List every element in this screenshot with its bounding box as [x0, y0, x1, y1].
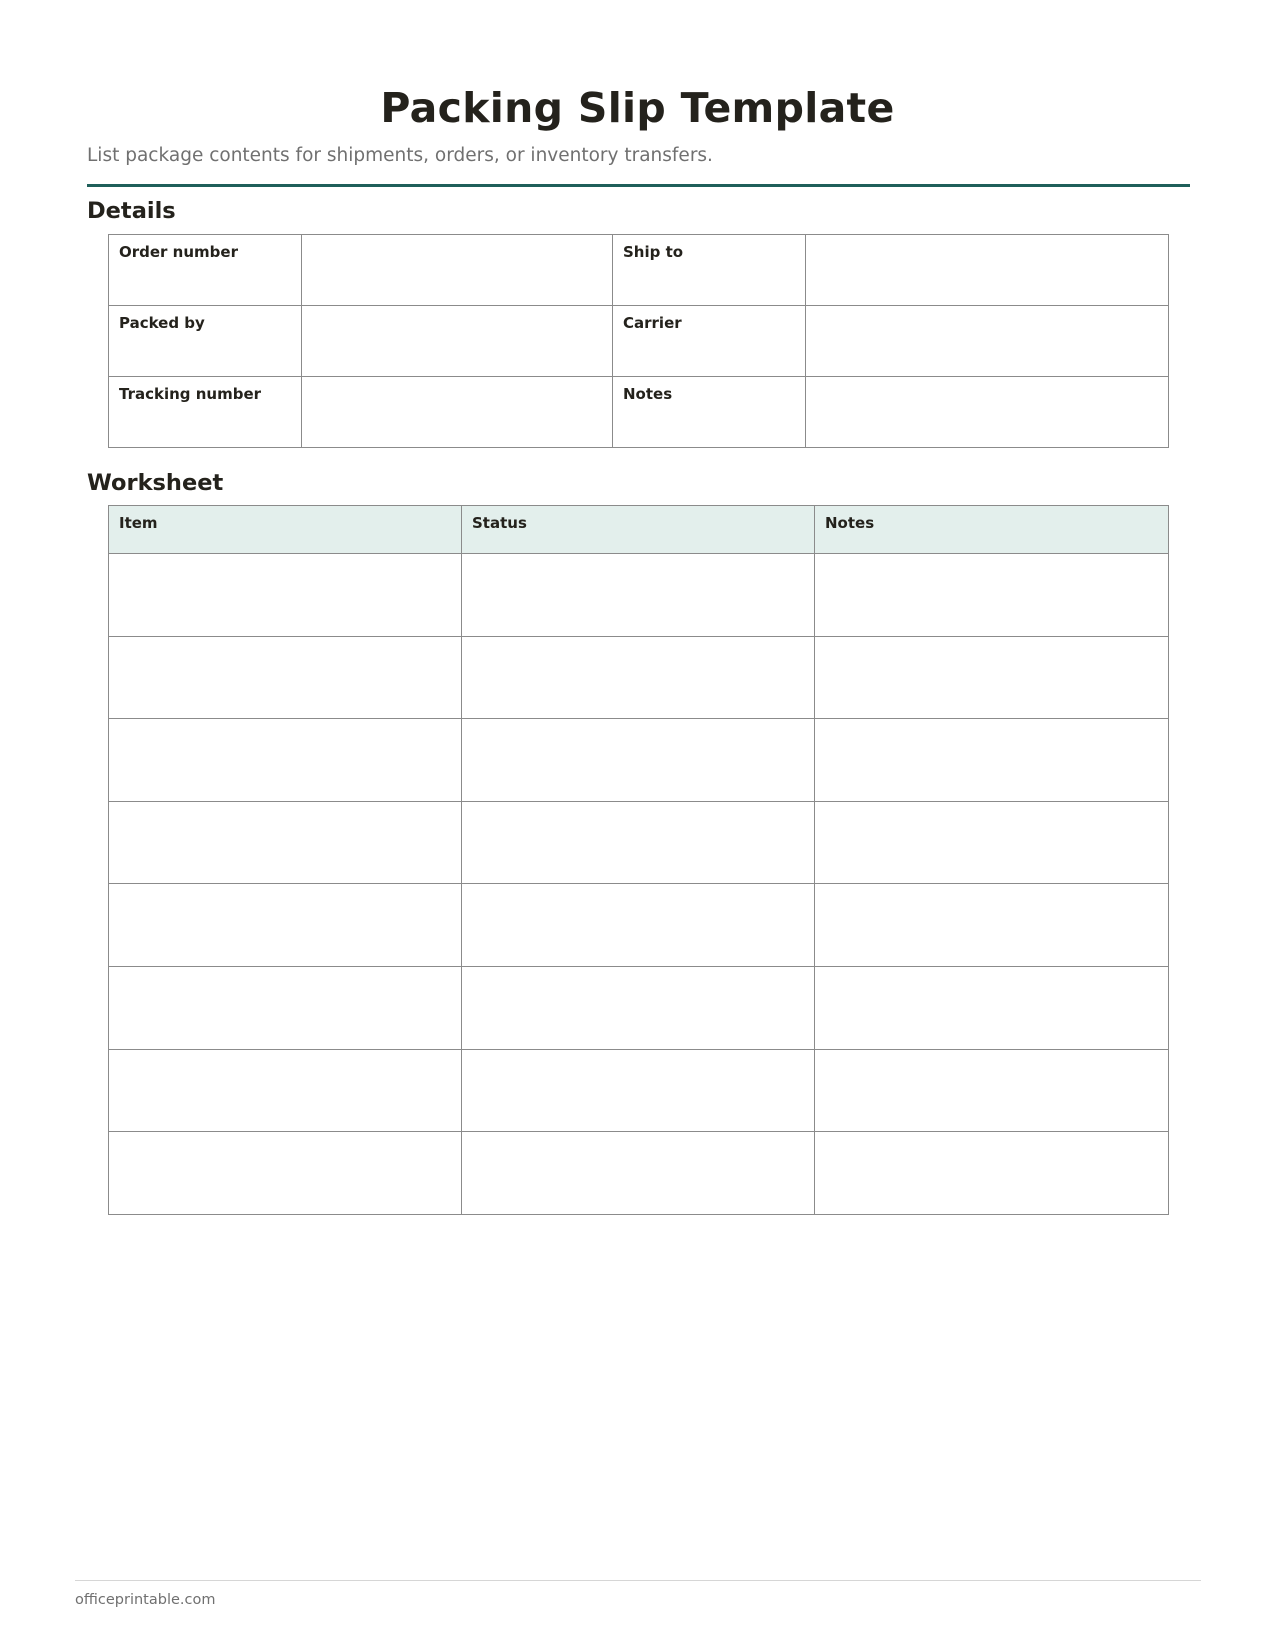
details-row [109, 306, 1169, 377]
status-cell[interactable] [462, 719, 815, 802]
notes-cell[interactable] [815, 884, 1169, 967]
table-row [109, 636, 1169, 719]
notes-cell[interactable] [815, 1132, 1169, 1215]
notes-cell[interactable] [815, 719, 1169, 802]
worksheet-table [108, 505, 1169, 1215]
details-notes-field[interactable] [806, 377, 1169, 448]
status-cell[interactable] [462, 966, 815, 1049]
status-cell[interactable] [462, 1132, 815, 1215]
details-label-cell [613, 306, 806, 377]
carrier-field[interactable] [806, 306, 1169, 377]
column-header-status: Status [462, 506, 815, 554]
status-cell[interactable] [462, 1049, 815, 1132]
notes-cell[interactable] [815, 966, 1169, 1049]
notes-cell[interactable] [815, 636, 1169, 719]
item-cell[interactable] [109, 1049, 462, 1132]
carrier-label: Carrier [623, 314, 682, 332]
column-header-notes: Notes [815, 506, 1169, 554]
status-cell[interactable] [462, 801, 815, 884]
tracking-number-label: Tracking number [119, 385, 262, 403]
notes-label: Notes [623, 385, 673, 403]
ship-to-field[interactable] [806, 235, 1169, 306]
item-cell[interactable] [109, 966, 462, 1049]
worksheet-header-row [109, 506, 1169, 554]
details-table [108, 234, 1169, 448]
order-number-field[interactable] [302, 235, 613, 306]
page-title: Packing Slip Template [380, 84, 895, 132]
table-row [109, 1132, 1169, 1215]
table-row [109, 801, 1169, 884]
details-label-cell [109, 306, 302, 377]
item-cell[interactable] [109, 719, 462, 802]
title-divider [87, 184, 1190, 187]
ship-to-label: Ship to [623, 243, 684, 261]
details-label-cell [109, 377, 302, 448]
table-row [109, 1049, 1169, 1132]
item-cell[interactable] [109, 884, 462, 967]
table-row [109, 884, 1169, 967]
item-cell[interactable] [109, 636, 462, 719]
status-cell[interactable] [462, 554, 815, 637]
table-row [109, 554, 1169, 637]
worksheet-heading: Worksheet [87, 470, 224, 496]
notes-cell[interactable] [815, 1049, 1169, 1132]
footer-text: officeprintable.com [75, 1592, 216, 1608]
tracking-number-field[interactable] [302, 377, 613, 448]
details-row [109, 377, 1169, 448]
item-cell[interactable] [109, 1132, 462, 1215]
item-cell[interactable] [109, 801, 462, 884]
item-cell[interactable] [109, 554, 462, 637]
column-header-item: Item [109, 506, 462, 554]
status-cell[interactable] [462, 884, 815, 967]
details-label-cell [109, 235, 302, 306]
page-subtitle: List package contents for shipments, orders, or inventory transfers. [87, 145, 713, 166]
packed-by-label: Packed by [119, 314, 205, 332]
details-heading: Details [87, 198, 176, 224]
status-cell[interactable] [462, 636, 815, 719]
details-label-cell [613, 235, 806, 306]
details-label-cell [613, 377, 806, 448]
footer-divider [75, 1580, 1201, 1581]
table-row [109, 966, 1169, 1049]
order-number-label: Order number [119, 243, 238, 261]
details-row [109, 235, 1169, 306]
packed-by-field[interactable] [302, 306, 613, 377]
table-row [109, 719, 1169, 802]
notes-cell[interactable] [815, 554, 1169, 637]
notes-cell[interactable] [815, 801, 1169, 884]
